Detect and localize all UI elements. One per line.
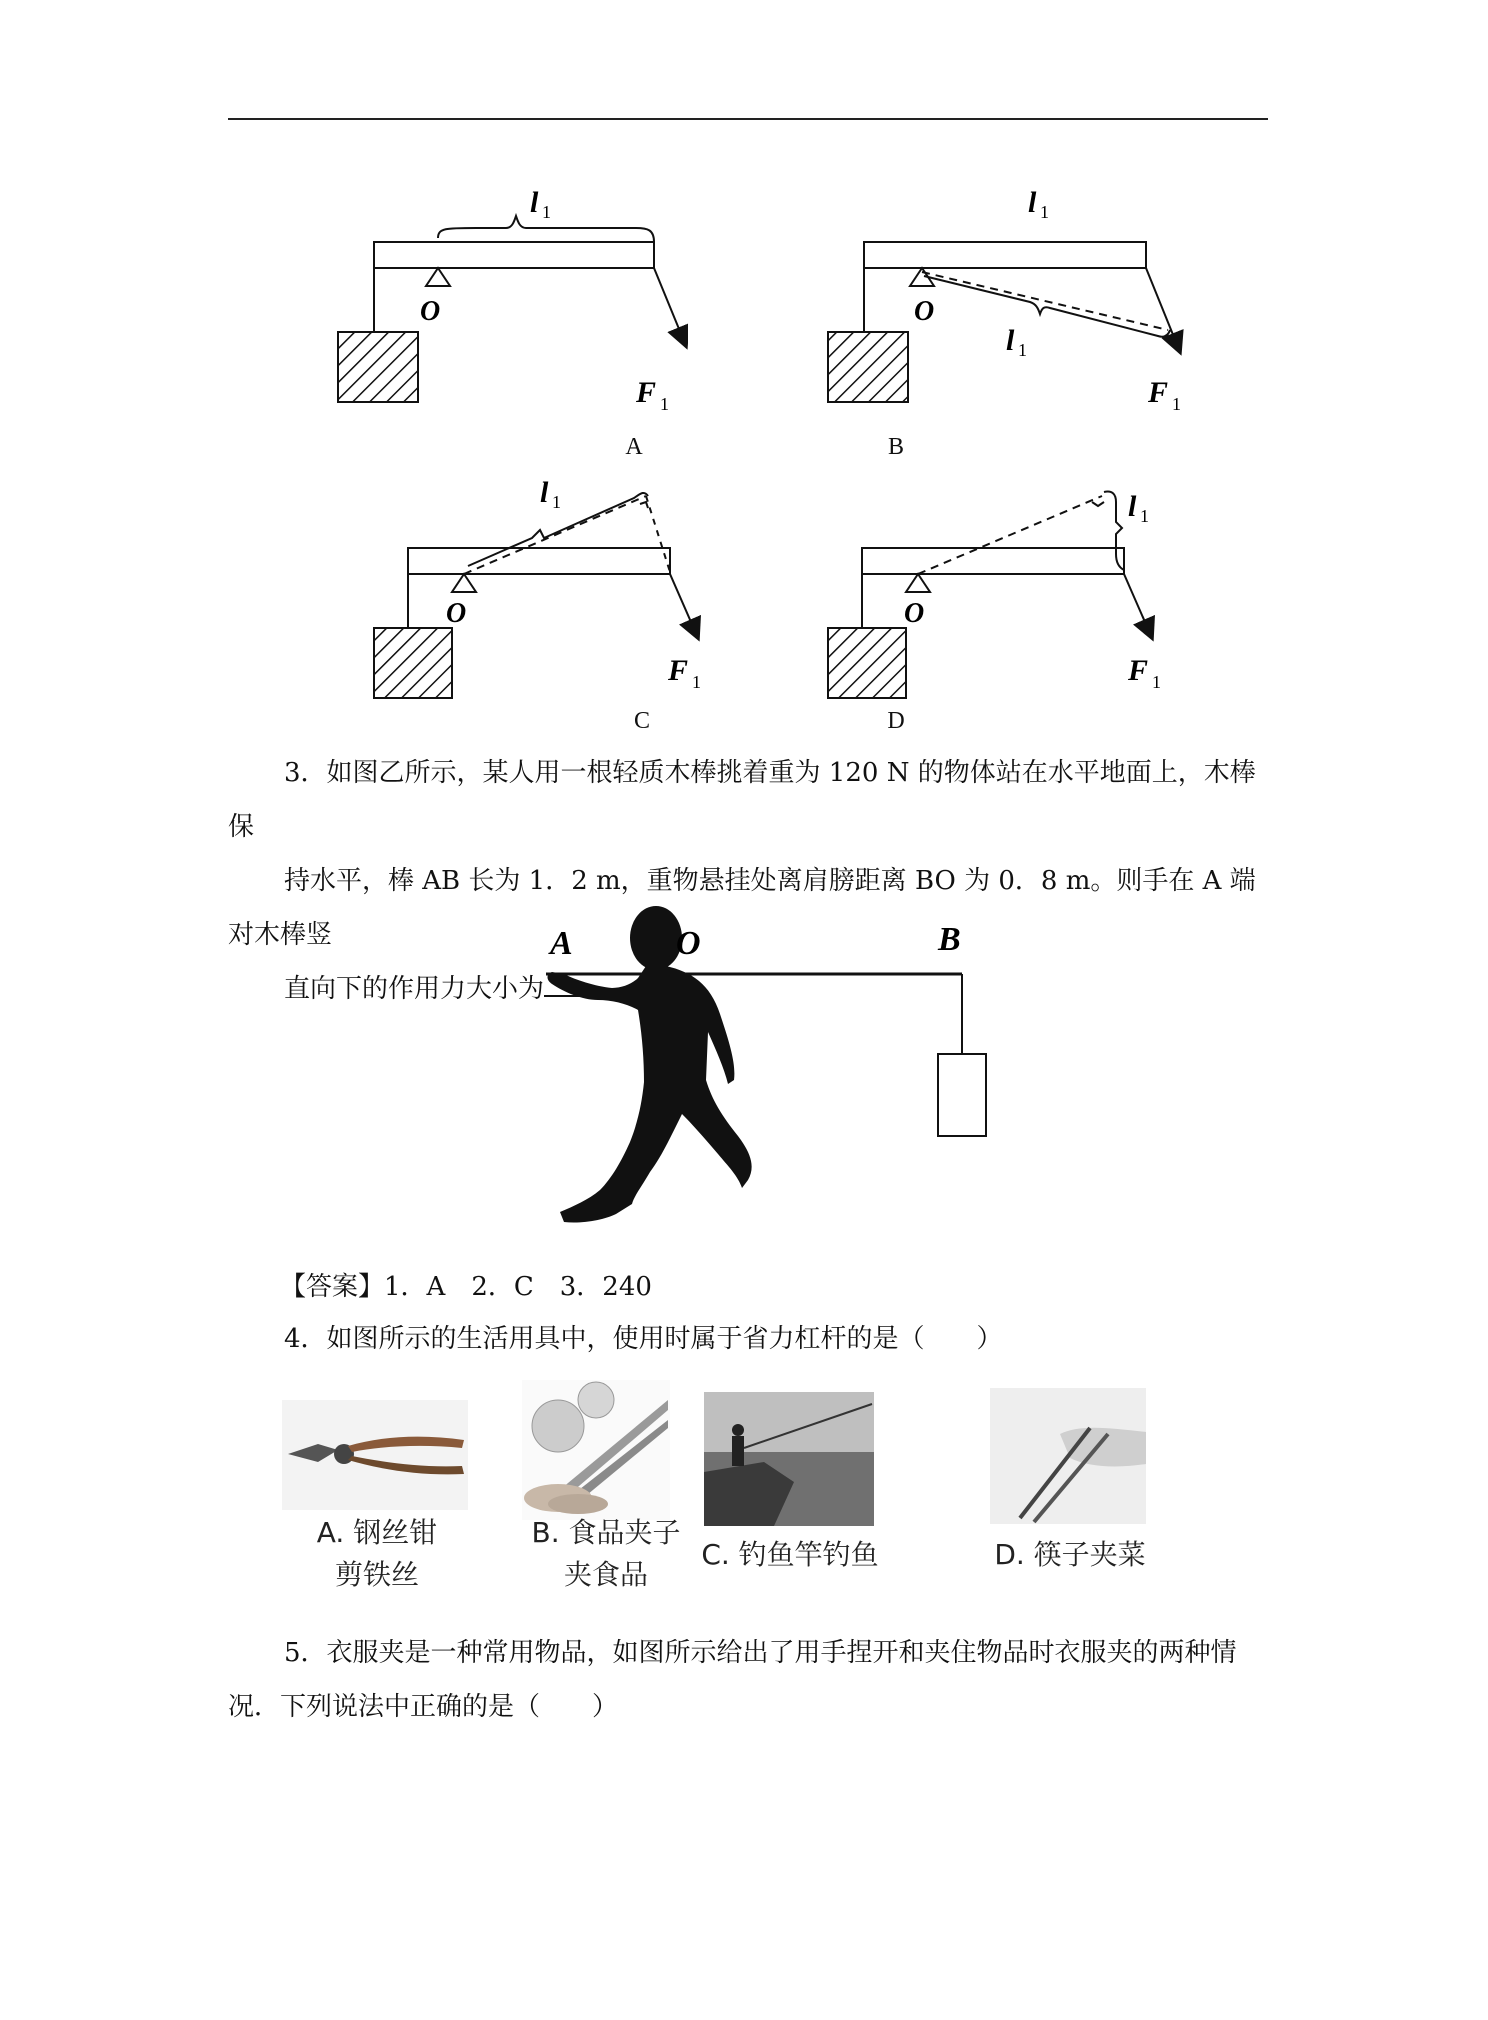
svg-text:l: l bbox=[1128, 490, 1137, 523]
pivot-label: O bbox=[420, 296, 441, 327]
lever-diagram-a bbox=[336, 180, 688, 420]
question-3-text: 3．如图乙所示，某人用一根轻质木棒挑着重为 120 N 的物体站在水平地面上，木棒保 持水平，棒 AB 长为 1．2 m，重物悬挂处离肩膀距离 BO 为 0．8 m。则手在 A 端对木棒竖 直向下的作用力大小为 bbox=[228, 758, 1256, 1004]
diagram-label-c: C bbox=[633, 708, 650, 734]
svg-text:A: A bbox=[550, 925, 573, 962]
svg-text:1: 1 bbox=[1172, 394, 1181, 414]
svg-text:l: l bbox=[530, 186, 539, 219]
svg-text:B: B bbox=[938, 921, 961, 958]
chopsticks-photo bbox=[990, 1388, 1146, 1524]
lever-diagram-c bbox=[372, 472, 712, 704]
option-b-label: B. 食品夹子 夹食品 bbox=[531, 1516, 681, 1591]
question-4-stem: 4．如图所示的生活用具中，使用时属于省力杠杆的是（ ） bbox=[284, 1324, 1003, 1354]
svg-text:O: O bbox=[914, 296, 935, 327]
diagram-label-a: A bbox=[625, 434, 643, 460]
svg-text:O: O bbox=[446, 598, 467, 629]
option-c-label: C. 钓鱼竿钓鱼 bbox=[701, 1538, 879, 1571]
svg-text:1: 1 bbox=[552, 492, 561, 512]
lever-diagram-d bbox=[826, 472, 1182, 704]
svg-text:1: 1 bbox=[660, 394, 669, 414]
svg-text:O: O bbox=[904, 598, 925, 629]
svg-text:F: F bbox=[668, 654, 689, 687]
option-d-label: D. 筷子夹菜 bbox=[994, 1538, 1146, 1571]
svg-text:O: O bbox=[676, 925, 701, 962]
svg-text:1: 1 bbox=[1140, 506, 1149, 526]
svg-text:F: F bbox=[1128, 654, 1149, 687]
svg-text:1: 1 bbox=[1040, 202, 1049, 222]
lever-diagram-b bbox=[818, 180, 1190, 420]
food-tongs-photo bbox=[522, 1380, 670, 1520]
svg-text:F: F bbox=[636, 376, 657, 409]
svg-text:1: 1 bbox=[1152, 672, 1161, 692]
svg-text:l: l bbox=[1028, 186, 1037, 219]
svg-text:F: F bbox=[1148, 376, 1169, 409]
svg-text:l: l bbox=[1006, 324, 1015, 357]
pliers-photo bbox=[282, 1400, 468, 1510]
question-5-line-2: 况．下列说法中正确的是（ ） bbox=[228, 1692, 619, 1722]
svg-text:1: 1 bbox=[692, 672, 701, 692]
question-5-text: 5．衣服夹是一种常用物品，如图所示给出了用手捏开和夹住物品时衣服夹的两种情 bbox=[284, 1638, 1237, 1668]
option-a-label: A. 钢丝钳 剪铁丝 bbox=[316, 1516, 438, 1591]
svg-text:1: 1 bbox=[1018, 340, 1027, 360]
person-carrying-stick-figure bbox=[542, 904, 1002, 1260]
diagram-label-b: B bbox=[887, 434, 904, 460]
header-rule bbox=[228, 118, 1268, 120]
answer-line: 【答案】1．A 2．C 3．240 bbox=[280, 1272, 652, 1302]
fishing-rod-photo bbox=[704, 1392, 874, 1526]
svg-text:1: 1 bbox=[542, 202, 551, 222]
svg-text:l: l bbox=[540, 476, 549, 509]
diagram-label-d: D bbox=[887, 708, 905, 734]
